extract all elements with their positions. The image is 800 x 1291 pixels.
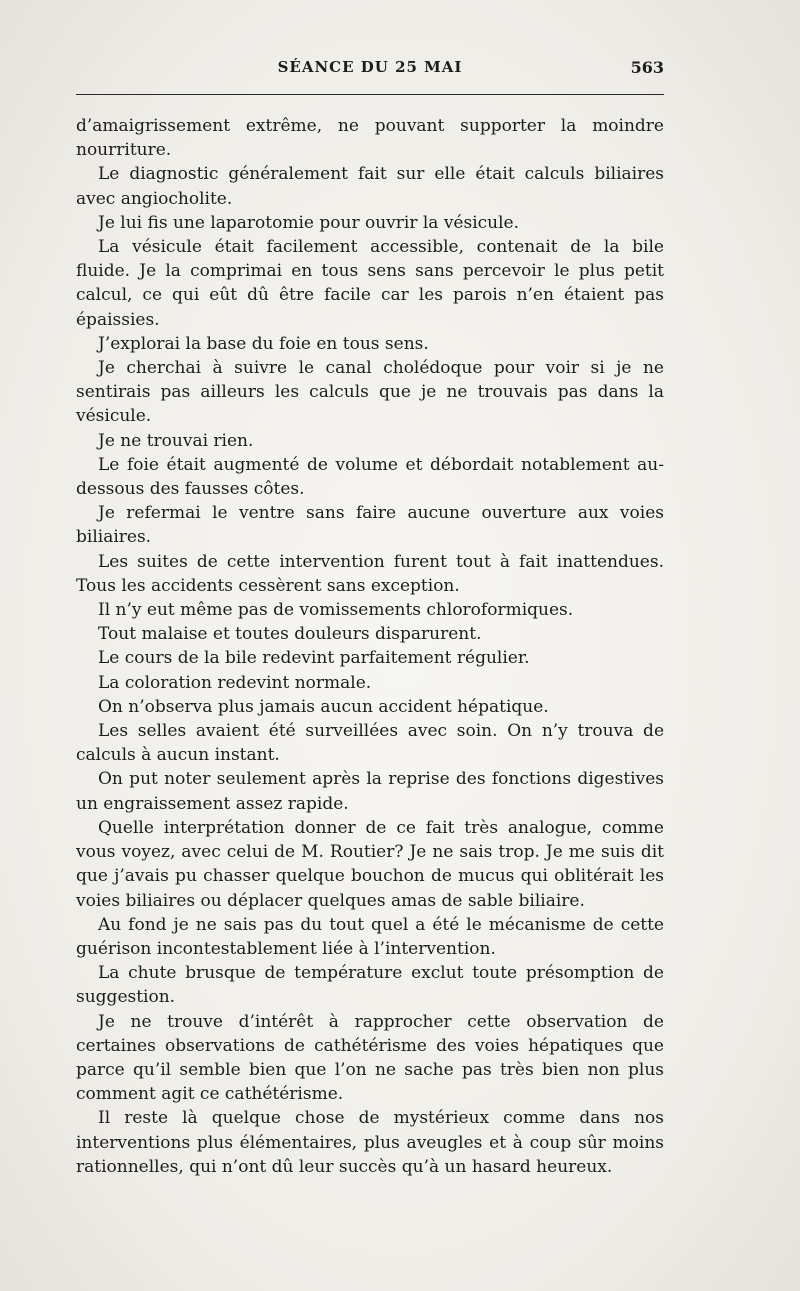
paragraph: Je ne trouvai rien. (98, 430, 254, 451)
paragraph: d’amaigrissement extrême, ne pouvant supporter la moindre nourriture. (76, 116, 664, 161)
paragraph: Au fond je ne sais pas du tout quel a été le mécanisme de cette guérison incontestablement liée à l’intervention. (76, 914, 664, 959)
paragraph: Les selles avaient été surveillées avec soin. On n’y trouva de calculs à aucun instant. (76, 721, 664, 766)
paragraph: Le foie était augmenté de volume et débordait notablement au-dessous des fausses côtes. (76, 454, 664, 500)
paragraph: J’explorai la base du foie en tous sens. (98, 333, 429, 354)
paragraph: La vésicule était facilement accessible, contenait de la bile fluide. Je la comprimai en tous sens sans percevoir le plus petit calcul, ce qui eût dû être facile car les parois n’en étaient pas épaissies. (76, 237, 664, 330)
paragraph: Je refermai le ventre sans faire aucune ouverture aux voies biliaires. (76, 503, 664, 548)
page-number: 563 (630, 58, 664, 77)
paragraph: Je cherchai à suivre le canal cholédoque pour voir si je ne sentirais pas ailleurs les calculs que je ne trouvais pas dans la vésicule. (76, 358, 664, 427)
running-title: SÉANCE DU 25 MAI (277, 58, 463, 76)
paragraph: La coloration redevint normale. (98, 672, 372, 693)
paragraph: Je ne trouve d’intérêt à rapprocher cette observation de certaines observations de cathétérisme des voies hépatiques que parce qu’il semble bien que l’on ne sache pas très bien non plus comment agit ce cathétérisme. (76, 1011, 664, 1105)
paragraph: On n’observa plus jamais aucun accident hépatique. (98, 696, 549, 717)
paragraph: Le diagnostic généralement fait sur elle était calculs biliaires avec angiocholite. (76, 164, 664, 209)
body-text (76, 114, 664, 1179)
paragraph: La chute brusque de température exclut toute présomption de suggestion. (76, 963, 664, 1008)
paragraph: On put noter seulement après la reprise des fonctions digestives un engraissement assez rapide. (76, 769, 664, 814)
paragraph: Tout malaise et toutes douleurs disparurent. (98, 624, 482, 645)
paragraph: Il n’y eut même pas de vomissements chloroformiques. (98, 600, 574, 621)
paragraph: Il reste là quelque chose de mystérieux comme dans nos interventions plus élémentaires, plus aveugles et à coup sûr moins rationnelles, qui n’ont dû leur succès qu’à un hasard heureux. (76, 1108, 664, 1177)
header-rule (76, 94, 664, 95)
page-header (76, 58, 664, 84)
paragraph: Je lui fis une laparotomie pour ouvrir la vésicule. (98, 212, 520, 233)
paragraph: Le cours de la bile redevint parfaitement régulier. (98, 648, 530, 669)
paragraph: Quelle interprétation donner de ce fait très analogue, comme vous voyez, avec celui de M. Routier? Je ne sais trop. Je me suis dit que j’avais pu chasser quelque bouchon de mucus qui oblitérait les voies biliaires ou déplacer quelques amas de sable biliaire. (76, 817, 664, 911)
paragraph: Les suites de cette intervention furent tout à fait inattendues. Tous les accidents cessèrent sans exception. (76, 551, 664, 596)
